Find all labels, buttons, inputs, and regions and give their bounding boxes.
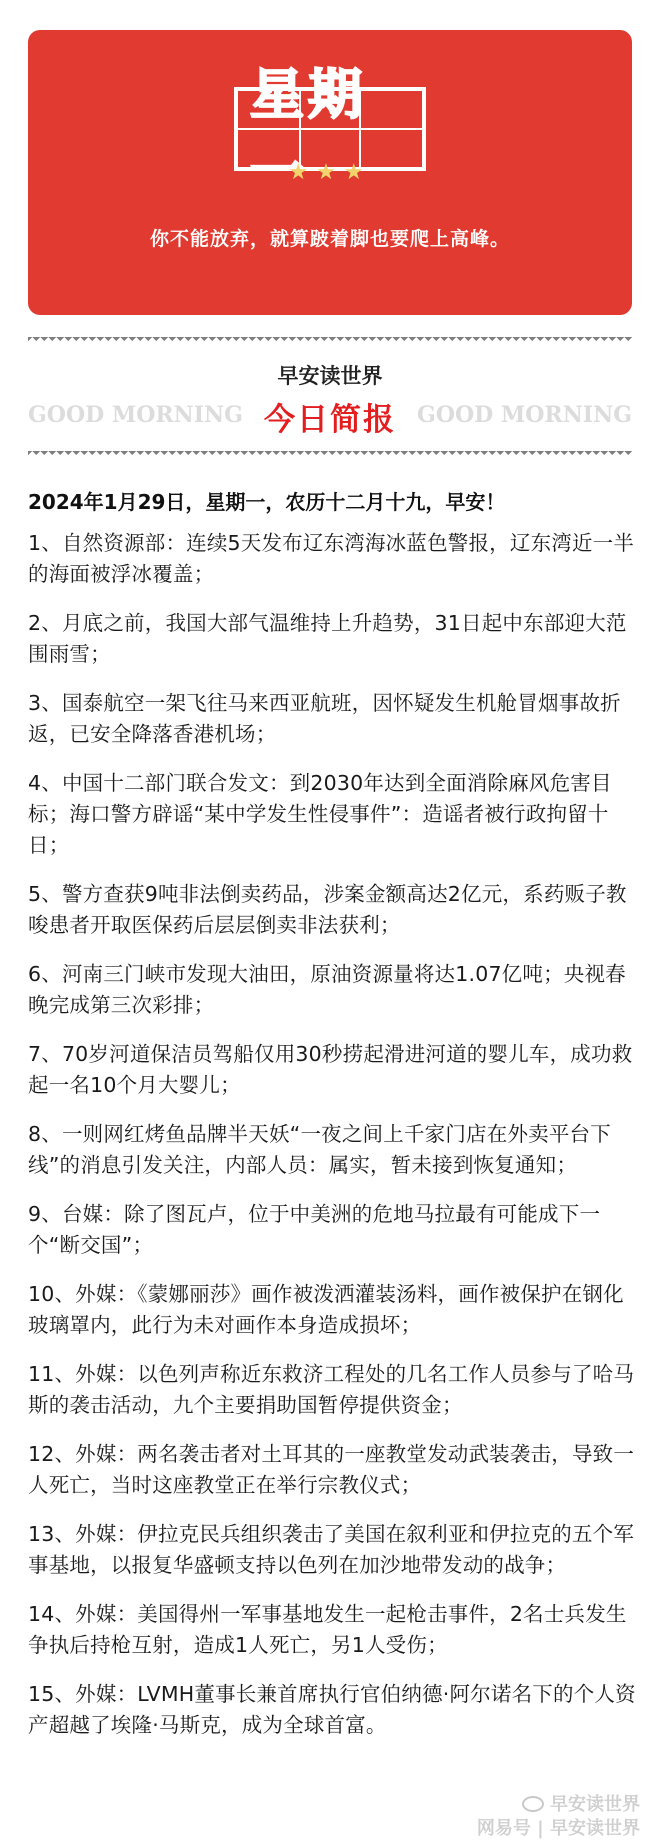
brand-title: 早安读世界 xyxy=(277,363,383,388)
zigzag-divider-bottom xyxy=(28,451,632,461)
news-item: 7、70岁河道保洁员驾船仅用30秒捞起滑进河道的婴儿车，成功救起一名10个月大婴儿； xyxy=(28,1042,633,1097)
watermark-line1: 早安读世界 xyxy=(550,1794,640,1815)
news-item: 10、外媒：《蒙娜丽莎》画作被泼洒灌装汤料，画作被保护在钢化玻璃罩内，此行为未对画作本身造成损坏； xyxy=(28,1282,624,1337)
news-item: 14、外媒：美国得州一军事基地发生一起枪击事件，2名士兵发生争执后持枪互射，造成1人死亡，另1人受伤； xyxy=(28,1602,627,1657)
news-item: 12、外媒：两名袭击者对土耳其的一座教堂发动武装袭击，导致一人死亡，当时这座教堂正在举行宗教仪式； xyxy=(28,1442,635,1497)
watermark xyxy=(477,1793,640,1841)
watermark-line2: 网易号 | 早安读世界 xyxy=(476,1818,640,1839)
date-line: 2024年1月29日，星期一，农历十二月十九，早安！ xyxy=(28,490,506,514)
motto-text: 你不能放弃，就算跛着脚也要爬上高峰。 xyxy=(149,228,510,250)
news-item: 4、中国十二部门联合发文：到2030年达到全面消除麻风危害目标；海口警方辟谣“某中学发生性侵事件”：造谣者被行政拘留十日； xyxy=(28,771,612,857)
news-item: 8、一则网红烤鱼品牌半天妖“一夜之间上千家门店在外卖平台下线”的消息引发关注，内部人员：属实，暂未接到恢复通知； xyxy=(28,1122,611,1177)
stars-decoration: ★★★ xyxy=(288,160,372,185)
news-item: 15、外媒：LVMH董事长兼首席执行官伯纳德·阿尔诺名下的个人资产超越了埃隆·马斯克，成为全球首富。 xyxy=(28,1682,636,1737)
news-item: 2、月底之前，我国大部气温维持上升趋势，31日起中东部迎大范围雨雪； xyxy=(28,611,627,666)
news-item: 9、台媒：除了图瓦卢，位于中美洲的危地马拉最有可能成下一个“断交国”； xyxy=(28,1202,601,1257)
weekday-frame xyxy=(234,62,426,203)
brief-title: 今日简报 xyxy=(264,402,396,438)
zigzag-divider-top xyxy=(28,337,632,347)
news-item: 1、自然资源部：连续5天发布辽东湾海冰蓝色警报，辽东湾近一半的海面被浮冰覆盖； xyxy=(28,531,635,586)
news-item: 6、河南三门峡市发现大油田，原油资源量将达1.07亿吨；央视春晚完成第三次彩排； xyxy=(28,962,626,1017)
good-morning-right: GOOD MORNING xyxy=(417,402,632,428)
news-list xyxy=(28,528,638,1759)
news-item: 5、警方查获9吨非法倒卖药品，涉案金额高达2亿元，系药贩子教唆患者开取医保药后层层倒卖非法获利； xyxy=(28,882,627,937)
wechat-icon xyxy=(522,1796,544,1812)
news-item: 13、外媒：伊拉克民兵组织袭击了美国在叙利亚和伊拉克的五个军事基地，以报复华盛顿支持以色列在加沙地带发动的战争； xyxy=(28,1522,635,1577)
weekday-banner xyxy=(28,30,632,315)
good-morning-left: GOOD MORNING xyxy=(28,402,243,428)
news-item: 3、国泰航空一架飞往马来西亚航班，因怀疑发生机舱冒烟事故折返，已安全降落香港机场； xyxy=(28,691,621,746)
weekday-title: 星期一 xyxy=(250,62,366,203)
news-item: 11、外媒：以色列声称近东救济工程处的几名工作人员参与了哈马斯的袭击活动，九个主要捐助国暂停提供资金； xyxy=(28,1362,635,1417)
